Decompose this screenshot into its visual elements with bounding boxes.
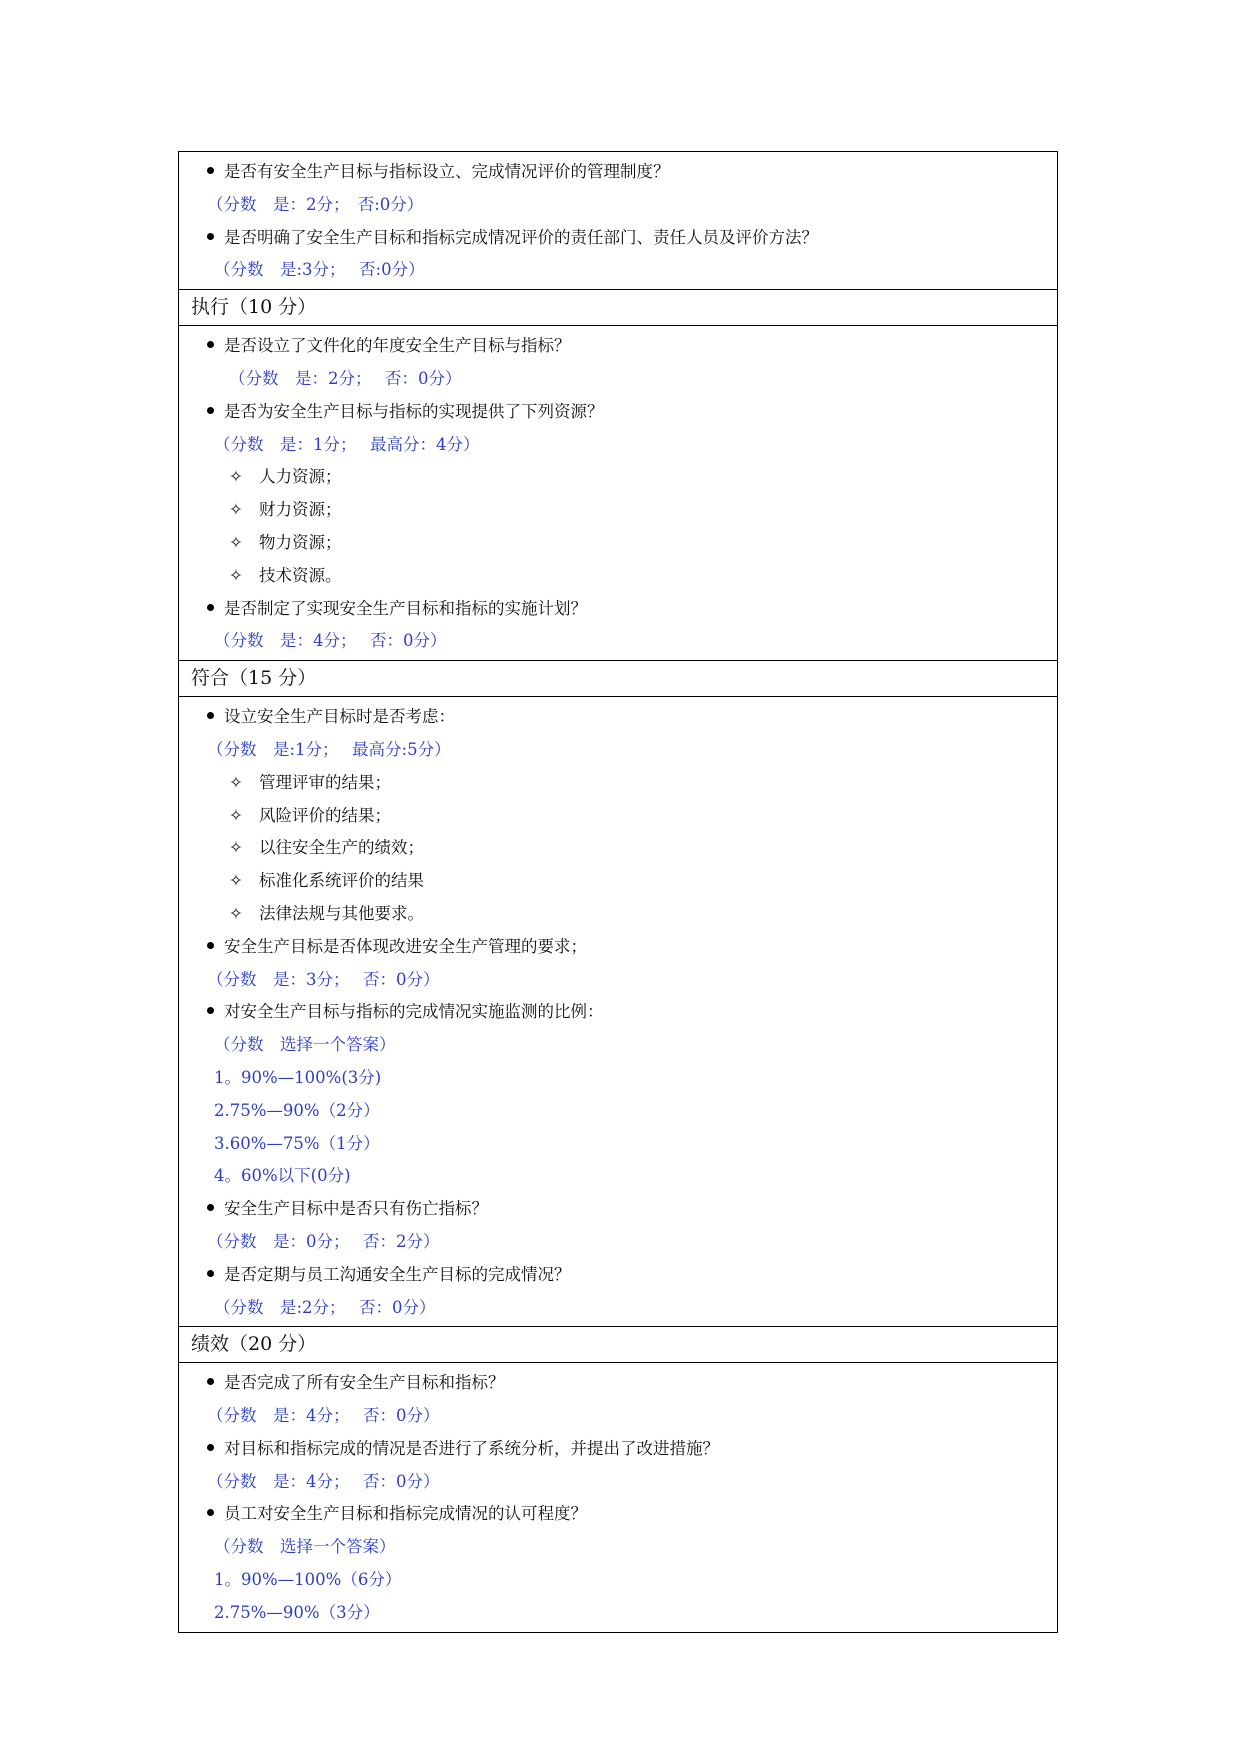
question-item: 员工对安全生产目标和指标完成情况的认可程度？ bbox=[179, 1498, 1057, 1531]
diamond-star-icon: ✧ bbox=[229, 565, 243, 585]
bullet-icon bbox=[207, 233, 214, 240]
answer-choice: 1。90%—100%(3分) bbox=[214, 1067, 382, 1087]
question-item: 是否设立了文件化的年度安全生产目标与指标？ bbox=[179, 330, 1057, 363]
bullet-icon bbox=[207, 341, 214, 348]
section-title: 绩效（20 分） bbox=[179, 1327, 1057, 1363]
bullet-icon bbox=[207, 1509, 214, 1516]
score-line: （分数 是：2分； 否:0分） bbox=[207, 194, 424, 214]
bullet-icon bbox=[207, 1007, 214, 1014]
section-title: 符合（15 分） bbox=[179, 661, 1057, 697]
diamond-star-icon: ✧ bbox=[229, 772, 243, 792]
score-line: （分数 是：4分； 否：0分） bbox=[207, 1406, 440, 1426]
bullet-icon bbox=[207, 942, 214, 949]
diamond-star-icon: ✧ bbox=[229, 532, 243, 552]
question-item: 设立安全生产目标时是否考虑： bbox=[179, 701, 1057, 734]
score-line: （分数 是：1分； 最高分：4分） bbox=[214, 434, 480, 454]
question-item: 是否为安全生产目标与指标的实现提供了下列资源？ bbox=[179, 396, 1057, 429]
bullet-icon bbox=[207, 1270, 214, 1277]
score-line: （分数 是:2分； 否：0分） bbox=[214, 1297, 436, 1317]
question-item: 对目标和指标完成的情况是否进行了系统分析，并提出了改进措施？ bbox=[179, 1433, 1057, 1466]
question-item: 是否完成了所有安全生产目标和指标？ bbox=[179, 1367, 1057, 1400]
score-line: （分数 选择一个答案） bbox=[214, 1537, 396, 1557]
bullet-icon bbox=[207, 1444, 214, 1451]
question-item: 对安全生产目标与指标的完成情况实施监测的比例： bbox=[179, 996, 1057, 1029]
option-item: ✧ 物力资源； bbox=[179, 527, 1057, 560]
question-item: 安全生产目标中是否只有伤亡指标？ bbox=[179, 1193, 1057, 1226]
section-compliance bbox=[179, 660, 1057, 1326]
answer-choice: 2.75%—90%（2分） bbox=[214, 1100, 380, 1120]
score-line: （分数 是：2分； 否：0分） bbox=[229, 368, 462, 388]
bullet-icon bbox=[207, 1204, 214, 1211]
bullet-icon bbox=[207, 712, 214, 719]
answer-choice: 2.75%—90%（3分） bbox=[214, 1602, 380, 1622]
option-item: ✧ 风险评价的结果； bbox=[179, 800, 1057, 833]
bullet-icon bbox=[207, 167, 214, 174]
bullet-icon bbox=[207, 1378, 214, 1385]
option-item: ✧ 人力资源； bbox=[179, 461, 1057, 494]
question-item: 是否制定了实现安全生产目标和指标的实施计划？ bbox=[179, 593, 1057, 626]
score-line: （分数 是：4分； 否：0分） bbox=[214, 631, 447, 651]
score-line: （分数 是:1分； 最高分:5分） bbox=[207, 739, 451, 759]
option-item: ✧ 法律法规与其他要求。 bbox=[179, 898, 1057, 931]
option-item: ✧ 以往安全生产的绩效； bbox=[179, 832, 1057, 865]
diamond-star-icon: ✧ bbox=[229, 871, 243, 891]
score-line: （分数 选择一个答案） bbox=[214, 1035, 396, 1055]
section-execution bbox=[179, 289, 1057, 660]
question-item: 是否定期与员工沟通安全生产目标的完成情况？ bbox=[179, 1259, 1057, 1292]
diamond-star-icon: ✧ bbox=[229, 805, 243, 825]
diamond-star-icon: ✧ bbox=[229, 903, 243, 923]
assessment-table bbox=[178, 151, 1058, 1633]
section-performance bbox=[179, 1326, 1057, 1631]
option-item: ✧ 管理评审的结果； bbox=[179, 767, 1057, 800]
section-continued bbox=[179, 152, 1057, 289]
bullet-icon bbox=[207, 407, 214, 414]
score-line: （分数 是:3分； 否:0分） bbox=[214, 260, 425, 280]
question-item: 安全生产目标是否体现改进安全生产管理的要求； bbox=[179, 931, 1057, 964]
option-item: ✧ 标准化系统评价的结果 bbox=[179, 865, 1057, 898]
answer-choice: 1。90%—100%（6分） bbox=[214, 1570, 402, 1590]
section-title: 执行（10 分） bbox=[179, 290, 1057, 326]
question-item: 是否有安全生产目标与指标设立、完成情况评价的管理制度？ bbox=[179, 156, 1057, 189]
diamond-star-icon: ✧ bbox=[229, 500, 243, 520]
bullet-icon bbox=[207, 604, 214, 611]
answer-choice: 3.60%—75%（1分） bbox=[214, 1133, 380, 1153]
option-item: ✧ 技术资源。 bbox=[179, 560, 1057, 593]
answer-choice: 4。60%以下(0分) bbox=[214, 1166, 351, 1186]
score-line: （分数 是：3分； 否：0分） bbox=[207, 969, 440, 989]
question-item: 是否明确了安全生产目标和指标完成情况评价的责任部门、责任人员及评价方法？ bbox=[179, 222, 1057, 255]
option-item: ✧ 财力资源； bbox=[179, 494, 1057, 527]
score-line: （分数 是：0分； 否：2分） bbox=[207, 1231, 440, 1251]
score-line: （分数 是：4分； 否：0分） bbox=[207, 1471, 440, 1491]
diamond-star-icon: ✧ bbox=[229, 467, 243, 487]
diamond-star-icon: ✧ bbox=[229, 838, 243, 858]
